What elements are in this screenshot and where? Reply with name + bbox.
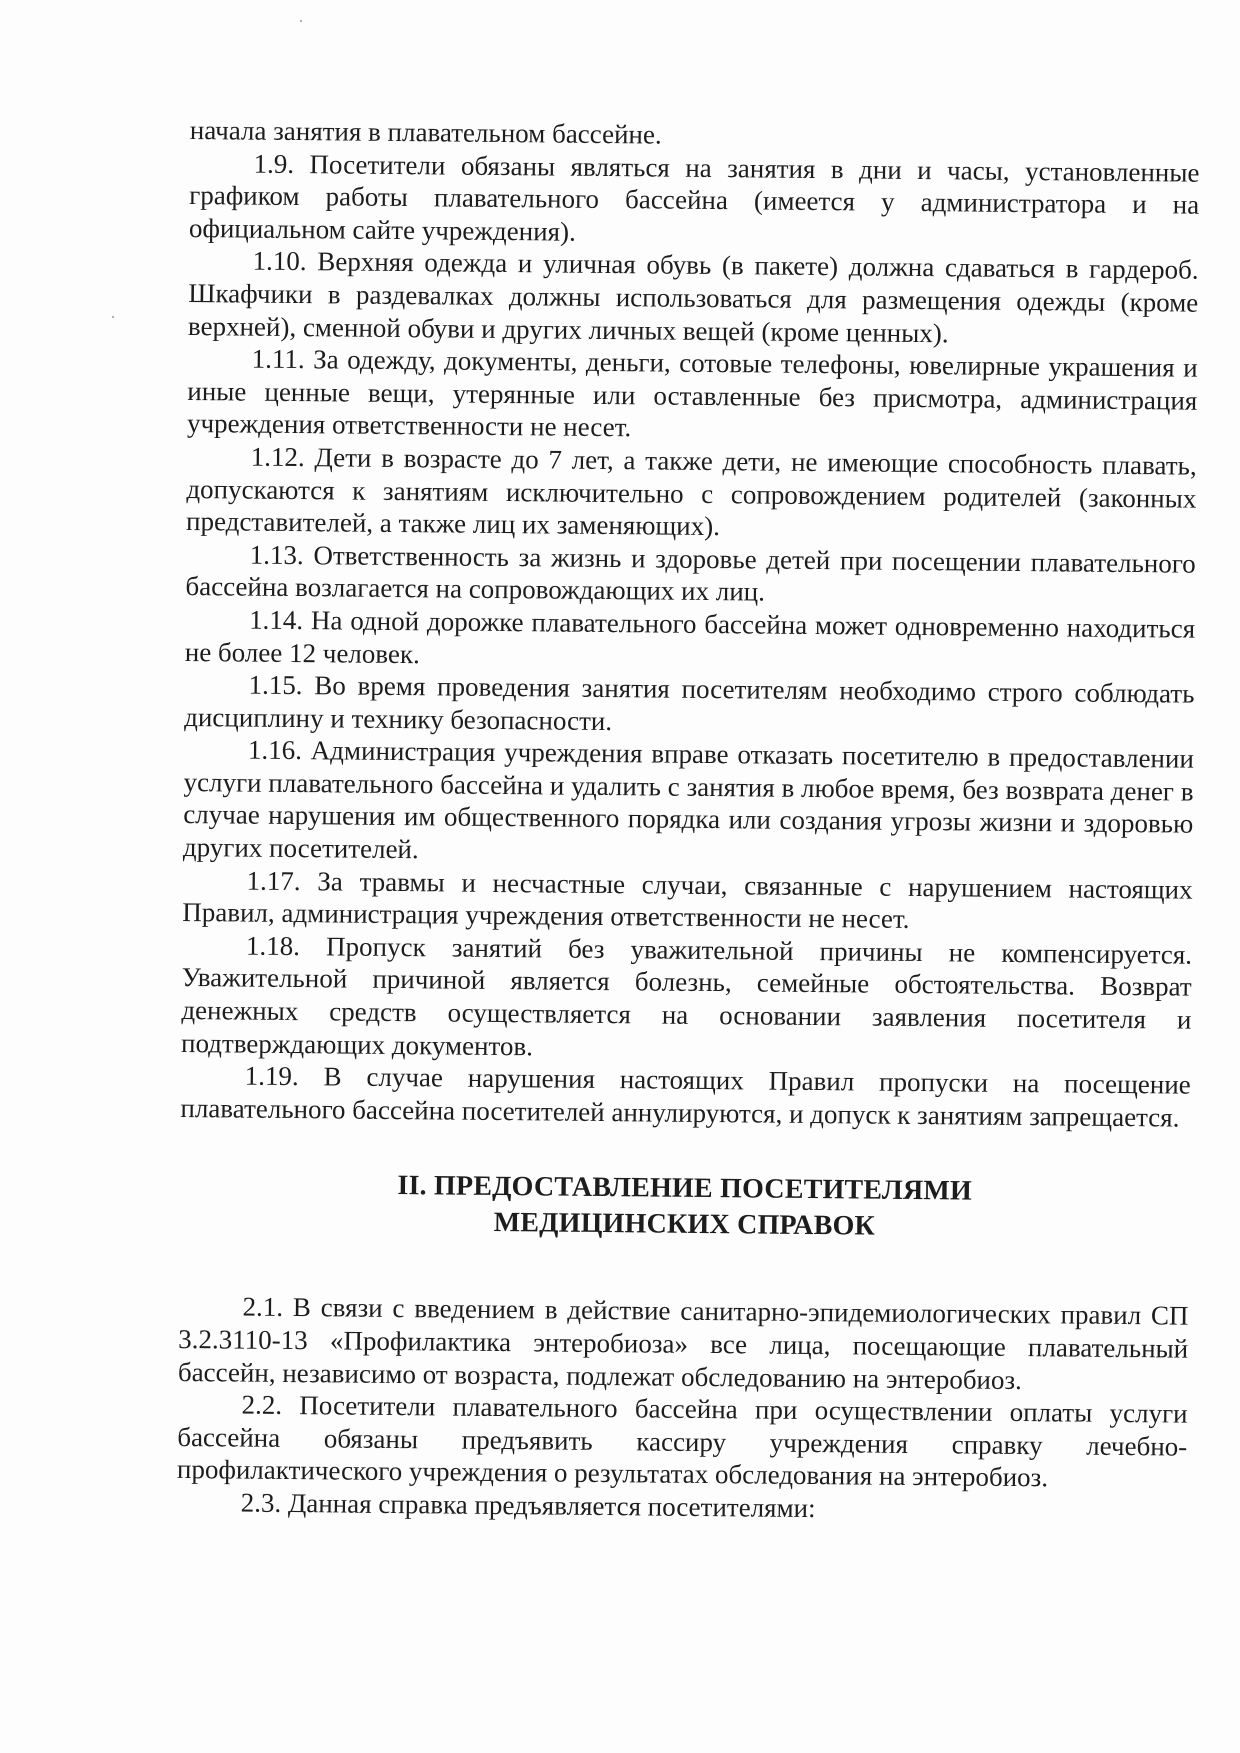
document-body: [177, 114, 1200, 1528]
scan-speck: [112, 316, 114, 318]
rule-1-10: 1.10. Верхняя одежда и уличная обувь (в пакете) должна сдаваться в гардероб. Шкафчики в раздевалках должны использоваться для размещения одежды (кроме верхней), сменной обуви и других личных вещей (кроме ценных).: [187, 245, 1199, 348]
rule-2-3: 2.3. Данная справка предъявляется посетителями:: [240, 1487, 816, 1524]
rule-1-12: 1.12. Дети в возрасте до 7 лет, а также дети, не имеющие способность плавать, допускаются к занятиям исключительно с сопровождением родителей (законных представителей, а также лиц их заменяющих).: [185, 441, 1197, 542]
intro-line: начала занятия в плавательном бассейне.: [189, 114, 662, 150]
rule-1-18: 1.18. Пропуск занятий без уважительной причины не компенсируется. Уважительной причиной является болезнь, семейные обстоятельства. Возврат денежных средств осуществляется на основании заявления посетителя и подтверждающих документов.: [180, 930, 1193, 1061]
rule-1-17: 1.17. За травмы и несчастные случаи, связанные с нарушением настоящих Правил, администрация учреждения ответственности не несет.: [182, 865, 1193, 935]
rule-1-13: 1.13. Ответственность за жизнь и здоровье детей при посещении плавательного бассейна возлагается на сопровождающих их лиц.: [185, 539, 1196, 607]
rule-1-16: 1.16. Администрация учреждения вправе отказать посетителю в предоставлении услуги плавательного бассейна и удалить с занятия в любое время, без возврата денег в случае нарушения им общественного порядка или создания угрозы жизни и здоровью других посетителей.: [182, 734, 1194, 865]
rule-1-15: 1.15. Во время проведения занятия посетителям необходимо строго соблюдать дисциплину и технику безопасности.: [184, 669, 1195, 736]
rule-1-9: 1.9. Посетители обязаны являться на занятия в дни и часы, установленные графиком работы плавательного бассейна (имеется у администратора и на официальном сайте учреждения).: [188, 148, 1200, 247]
rule-1-14: 1.14. На одной дорожке плавательного бассейна может одновременно находиться не более 12 человек.: [184, 604, 1196, 669]
section-2-title-line-2: МЕДИЦИНСКИХ СПРАВОК: [493, 1207, 876, 1243]
section-2-title: [179, 1166, 1190, 1248]
section-2-title-line-1: II. ПРЕДОСТАВЛЕНИЕ ПОСЕТИТЕЛЯМИ: [397, 1170, 973, 1207]
rule-2-2: 2.2. Посетители плавательного бассейна при осуществлении оплаты услуги бассейна обязаны предъявить кассиру учреждения справку лечебно-профилактического учреждения о результатах обследования на энтеробиоз.: [176, 1389, 1188, 1493]
rule-1-19: 1.19. В случае нарушения настоящих Правил пропуски на посещение плавательного бассейна посетителей аннулируются, и допуск к занятиям запрещается.: [180, 1060, 1191, 1133]
scan-speck: [300, 20, 302, 22]
rule-1-11: 1.11. За одежду, документы, деньги, сотовые телефоны, ювелирные украшения и иные ценные вещи, утерянные или оставленные без присмотра, администрация учреждения ответственности не несет.: [186, 343, 1198, 443]
rule-2-1: 2.1. В связи с введением в действие санитарно-эпидемиологических правил СП 3.2.3110-13 «Профилактика энтеробиоза» все лица, посещающие плавательный бассейн, независимо от возраста, подлежат обследованию на энтеробиоз.: [177, 1291, 1189, 1395]
